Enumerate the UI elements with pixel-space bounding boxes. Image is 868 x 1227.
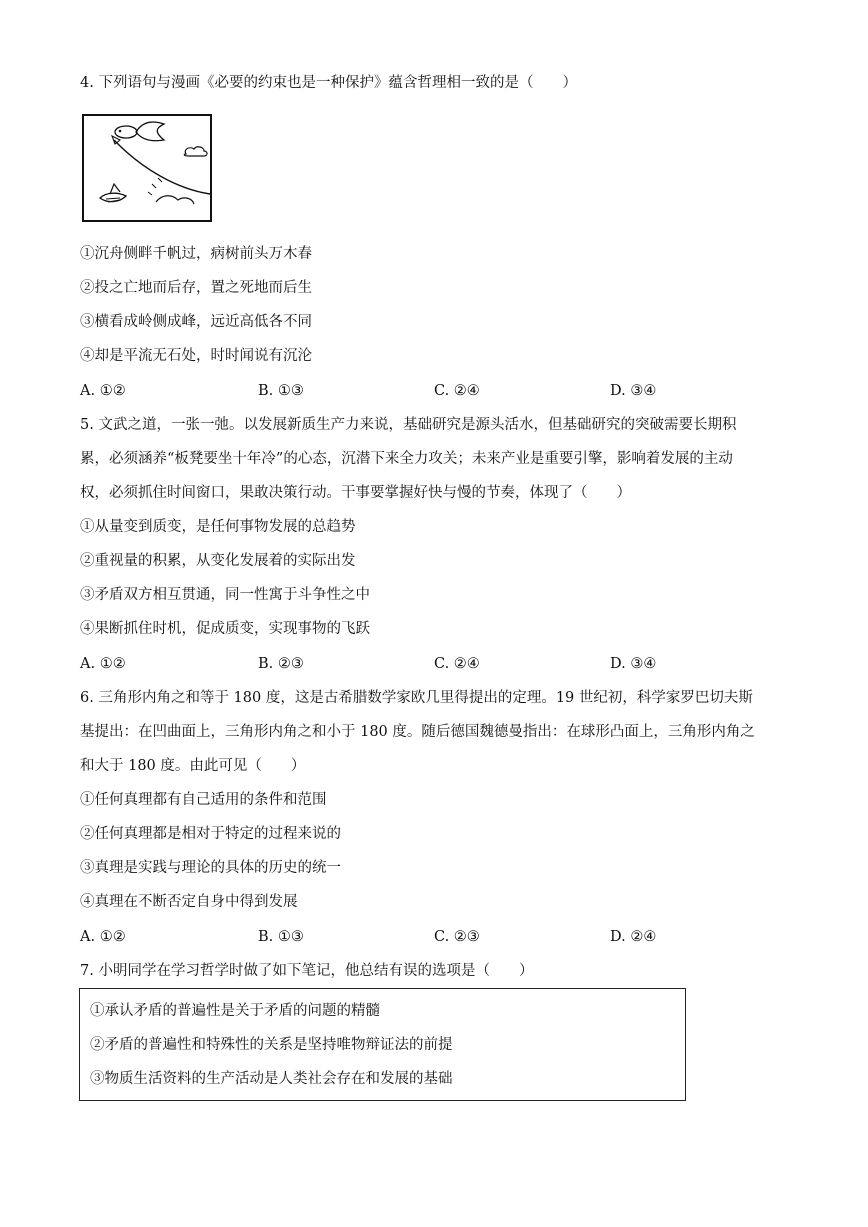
option-a[interactable]: A. ①② <box>80 383 126 399</box>
option-c[interactable]: C. ②④ <box>434 656 480 672</box>
question-6-stem-line-3: 和大于 180 度。由此可见（ ） <box>80 758 306 774</box>
question-6-item-3: ③真理是实践与理论的具体的历史的统一 <box>80 860 341 876</box>
question-5-stem-line-1: 5. 文武之道，一张一弛。以发展新质生产力来说，基础研究是源头活水，但基础研究的突破需要长期积 <box>80 417 737 433</box>
question-4-item-4: ④却是平流无石处，时时闻说有沉沦 <box>80 348 312 364</box>
option-b[interactable]: B. ②③ <box>258 656 304 672</box>
note-item-1: ①承认矛盾的普遍性是关于矛盾的问题的精髓 <box>90 1003 380 1019</box>
question-4-item-1: ①沉舟侧畔千帆过，病树前头万木春 <box>80 246 312 262</box>
option-d[interactable]: D. ②④ <box>610 929 657 945</box>
question-6-stem-line-2: 基提出：在凹曲面上，三角形内角之和小于 180 度。随后德国魏德曼指出：在球形凸面上，三角形内角之 <box>80 724 755 740</box>
question-5-item-1: ①从量变到质变，是任何事物发展的总趋势 <box>80 519 356 535</box>
option-c[interactable]: C. ②④ <box>434 383 480 399</box>
note-item-3: ③物质生活资料的生产活动是人类社会存在和发展的基础 <box>90 1071 453 1087</box>
note-item-2: ②矛盾的普遍性和特殊性的关系是坚持唯物辩证法的前提 <box>90 1037 453 1053</box>
question-4-item-2: ②投之亡地而后存，置之死地而后生 <box>80 280 312 296</box>
question-5-item-4: ④果断抓住时机，促成质变，实现事物的飞跃 <box>80 621 370 637</box>
option-d[interactable]: D. ③④ <box>610 656 657 672</box>
question-5-stem-line-3: 权，必须抓住时间窗口，果敢决策行动。干事要掌握好快与慢的节奏，体现了（ ） <box>80 485 631 501</box>
option-c[interactable]: C. ②③ <box>434 929 480 945</box>
question-5-item-3: ③矛盾双方相互贯通，同一性寓于斗争性之中 <box>80 587 370 603</box>
question-5-item-2: ②重视量的积累，从变化发展着的实际出发 <box>80 553 356 569</box>
question-4-stem: 4. 下列语句与漫画《必要的约束也是一种保护》蕴含哲理相一致的是（ ） <box>80 75 577 91</box>
question-6-item-2: ②任何真理都是相对于特定的过程来说的 <box>80 826 341 842</box>
option-a[interactable]: A. ①② <box>80 656 126 672</box>
question-5-stem-line-2: 累，必须涵养“板凳要坐十年冷”的心态，沉潜下来全力攻关；未来产业是重要引擎，影响着发展的主动 <box>80 451 733 467</box>
option-b[interactable]: B. ①③ <box>258 383 304 399</box>
comic-illustration <box>82 114 212 222</box>
option-b[interactable]: B. ①③ <box>258 929 304 945</box>
question-6-stem-line-1: 6. 三角形内角之和等于 180 度，这是古希腊数学家欧几里得提出的定理。19 世纪初，科学家罗巴切夫斯 <box>80 690 753 706</box>
question-4-item-3: ③横看成岭侧成峰，远近高低各不同 <box>80 314 312 330</box>
question-6-item-1: ①任何真理都有自己适用的条件和范围 <box>80 792 327 808</box>
notes-box <box>79 988 686 1101</box>
question-6-item-4: ④真理在不断否定自身中得到发展 <box>80 894 298 910</box>
question-7-stem: 7. 小明同学在学习哲学时做了如下笔记，他总结有误的选项是（ ） <box>80 963 534 979</box>
option-d[interactable]: D. ③④ <box>610 383 657 399</box>
option-a[interactable]: A. ①② <box>80 929 126 945</box>
